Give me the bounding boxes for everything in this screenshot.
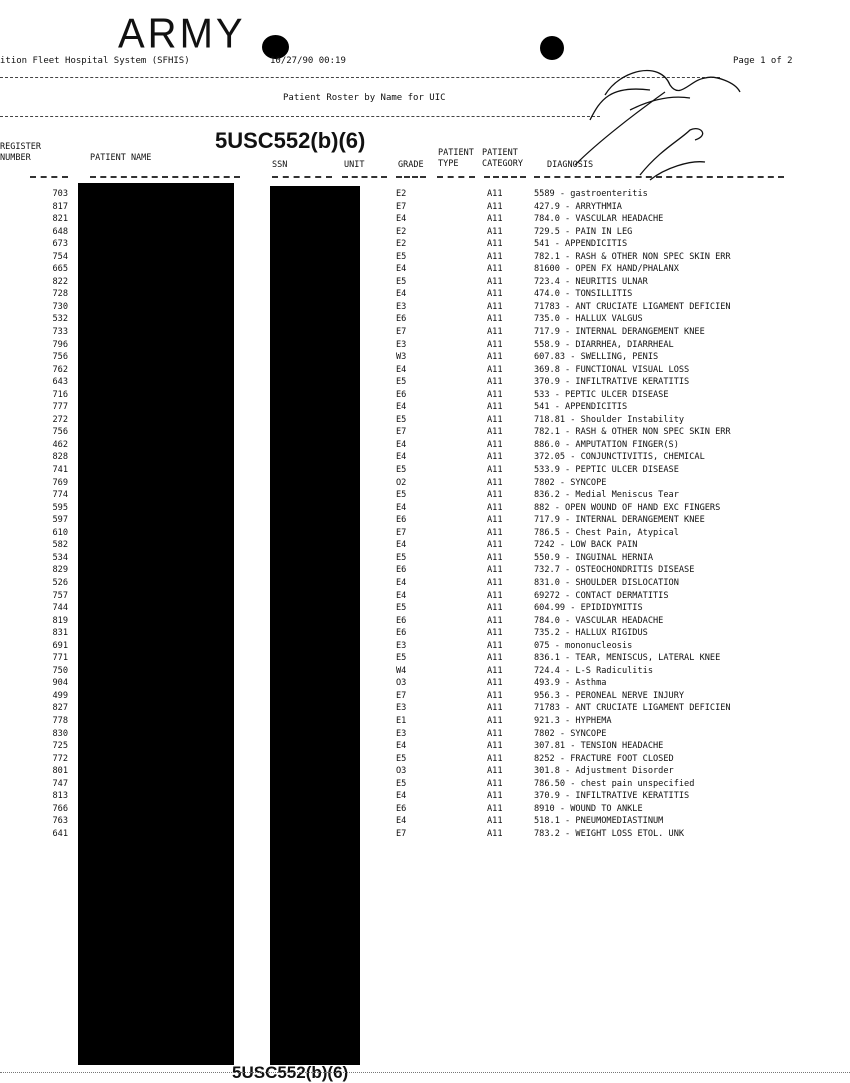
table-row: [0, 539, 850, 552]
register-number: 641: [52, 828, 68, 839]
table-row: [0, 351, 850, 364]
category-cell: A11: [487, 778, 503, 789]
table-row: [0, 326, 850, 339]
grade-cell: W3: [396, 352, 407, 363]
header-divider-mid: [0, 116, 600, 117]
underline-diagnosis: [534, 176, 784, 178]
category-cell: A11: [487, 628, 503, 639]
register-number: 750: [52, 665, 68, 676]
register-number: 813: [52, 791, 68, 802]
table-row: [0, 288, 850, 301]
table-row: [0, 376, 850, 389]
register-number: 728: [52, 289, 68, 300]
table-row: [0, 263, 850, 276]
diagnosis-cell: 493.9 - Asthma: [534, 678, 607, 689]
grade-cell: E6: [396, 515, 407, 526]
category-cell: A11: [487, 816, 503, 827]
category-cell: A11: [487, 603, 503, 614]
category-cell: A11: [487, 653, 503, 664]
diagnosis-cell: 784.0 - VASCULAR HEADACHE: [534, 214, 664, 225]
register-number: 796: [52, 339, 68, 350]
exemption-stamp-bottom: 5USC552(b)(6): [232, 1063, 349, 1082]
register-number: 762: [52, 364, 68, 375]
underline-unit: [342, 176, 387, 178]
table-row: [0, 451, 850, 464]
diagnosis-cell: 474.0 - TONSILLITIS: [534, 289, 633, 300]
diagnosis-cell: 886.0 - AMPUTATION FINGER(S): [534, 439, 679, 450]
register-number: 534: [52, 552, 68, 563]
grade-cell: E4: [396, 816, 407, 827]
grade-cell: E3: [396, 703, 407, 714]
table-row: [0, 652, 850, 665]
category-cell: A11: [487, 339, 503, 350]
category-cell: A11: [487, 427, 503, 438]
grade-cell: E1: [396, 715, 407, 726]
category-cell: A11: [487, 615, 503, 626]
diagnosis-cell: 786.5 - Chest Pain, Atypical: [534, 527, 679, 538]
table-row: [0, 665, 850, 678]
register-number: 691: [52, 640, 68, 651]
table-row: [0, 640, 850, 653]
table-row: [0, 615, 850, 628]
col-register: [0, 142, 41, 164]
register-number: 462: [52, 439, 68, 450]
table-row: [0, 251, 850, 264]
category-cell: A11: [487, 327, 503, 338]
grade-cell: E3: [396, 301, 407, 312]
category-cell: A11: [487, 678, 503, 689]
table-row: [0, 502, 850, 515]
diagnosis-cell: 956.3 - PERONEAL NERVE INJURY: [534, 690, 685, 701]
diagnosis-cell: 836.2 - Medial Meniscus Tear: [534, 490, 679, 501]
diagnosis-cell: 717.9 - INTERNAL DERANGEMENT KNEE: [534, 327, 705, 338]
register-number: 716: [52, 389, 68, 400]
diagnosis-cell: 921.3 - HYPHEMA: [534, 715, 612, 726]
diagnosis-cell: 301.8 - Adjustment Disorder: [534, 766, 674, 777]
table-row: [0, 313, 850, 326]
grade-cell: E5: [396, 653, 407, 664]
register-number: 774: [52, 490, 68, 501]
register-number: 643: [52, 377, 68, 388]
diagnosis-cell: 8252 - FRACTURE FOOT CLOSED: [534, 753, 674, 764]
diagnosis-cell: 735.0 - HALLUX VALGUS: [534, 314, 643, 325]
register-number: 744: [52, 603, 68, 614]
underline-category: [484, 176, 526, 178]
diagnosis-cell: 7802 - SYNCOPE: [534, 477, 607, 488]
diagnosis-cell: 533.9 - PEPTIC ULCER DISEASE: [534, 465, 679, 476]
register-number: 831: [52, 628, 68, 639]
grade-cell: E5: [396, 552, 407, 563]
register-number: 532: [52, 314, 68, 325]
category-cell: A11: [487, 490, 503, 501]
diagnosis-cell: 718.81 - Shoulder Instability: [534, 414, 685, 425]
diagnosis-cell: 81600 - OPEN FX HAND/PHALANX: [534, 264, 679, 275]
ink-blot-right: [540, 36, 564, 60]
table-row: [0, 364, 850, 377]
grade-cell: E4: [396, 214, 407, 225]
grade-cell: E5: [396, 753, 407, 764]
grade-cell: E5: [396, 377, 407, 388]
diagnosis-cell: 307.81 - TENSION HEADACHE: [534, 741, 664, 752]
grade-cell: E6: [396, 314, 407, 325]
diagnosis-cell: 7802 - SYNCOPE: [534, 728, 607, 739]
table-row: [0, 389, 850, 402]
category-cell: A11: [487, 828, 503, 839]
register-number: 725: [52, 741, 68, 752]
register-number: 733: [52, 327, 68, 338]
diagnosis-cell: 782.1 - RASH & OTHER NON SPEC SKIN ERR: [534, 427, 731, 438]
grade-cell: E4: [396, 439, 407, 450]
grade-cell: W4: [396, 665, 407, 676]
grade-cell: E5: [396, 251, 407, 262]
register-number: 819: [52, 615, 68, 626]
col-register-line1: REGISTER: [0, 142, 41, 152]
category-cell: A11: [487, 728, 503, 739]
col-patient-type: [438, 148, 474, 170]
grade-cell: E7: [396, 201, 407, 212]
table-row: [0, 339, 850, 352]
diagnosis-cell: 732.7 - OSTEOCHONDRITIS DISEASE: [534, 565, 695, 576]
category-cell: A11: [487, 527, 503, 538]
table-row: [0, 815, 850, 828]
table-row: [0, 301, 850, 314]
diagnosis-cell: 836.1 - TEAR, MENISCUS, LATERAL KNEE: [534, 653, 721, 664]
grade-cell: E3: [396, 728, 407, 739]
category-cell: A11: [487, 251, 503, 262]
diagnosis-cell: 8910 - WOUND TO ANKLE: [534, 803, 643, 814]
category-cell: A11: [487, 414, 503, 425]
category-cell: A11: [487, 389, 503, 400]
diagnosis-cell: 717.9 - INTERNAL DERANGEMENT KNEE: [534, 515, 705, 526]
category-cell: A11: [487, 189, 503, 199]
grade-cell: E7: [396, 527, 407, 538]
grade-cell: E5: [396, 603, 407, 614]
table-row: [0, 778, 850, 791]
diagnosis-cell: 729.5 - PAIN IN LEG: [534, 226, 633, 237]
register-number: 610: [52, 527, 68, 538]
diagnosis-cell: 831.0 - SHOULDER DISLOCATION: [534, 577, 679, 588]
grade-cell: E4: [396, 577, 407, 588]
table-row: [0, 715, 850, 728]
grade-cell: E4: [396, 364, 407, 375]
category-cell: A11: [487, 766, 503, 777]
register-number: 730: [52, 301, 68, 312]
register-number: 822: [52, 276, 68, 287]
col-patient-type-line2: TYPE: [438, 159, 459, 169]
table-row: [0, 677, 850, 690]
handwritten-army-title: ARMY: [118, 10, 246, 58]
register-number: 817: [52, 201, 68, 212]
table-row: [0, 414, 850, 427]
underline-register: [30, 176, 68, 178]
category-cell: A11: [487, 264, 503, 275]
table-row: [0, 627, 850, 640]
table-row: [0, 213, 850, 226]
diagnosis-cell: 370.9 - INFILTRATIVE KERATITIS: [534, 377, 690, 388]
register-number: 673: [52, 239, 68, 250]
diagnosis-cell: 786.50 - chest pain unspecified: [534, 778, 695, 789]
col-patient-name: PATIENT NAME: [90, 153, 152, 163]
register-number: 741: [52, 465, 68, 476]
grade-cell: E7: [396, 427, 407, 438]
col-patient-category-line2: CATEGORY: [482, 159, 523, 169]
diagnosis-cell: 372.05 - CONJUNCTIVITIS, CHEMICAL: [534, 452, 705, 463]
register-number: 801: [52, 766, 68, 777]
grade-cell: E6: [396, 389, 407, 400]
register-number: 595: [52, 502, 68, 513]
register-number: 703: [52, 189, 68, 199]
category-cell: A11: [487, 477, 503, 488]
table-row: [0, 439, 850, 452]
category-cell: A11: [487, 301, 503, 312]
diagnosis-cell: 783.2 - WEIGHT LOSS ETOL. UNK: [534, 828, 685, 839]
table-row: [0, 464, 850, 477]
grade-cell: E3: [396, 640, 407, 651]
underline-type: [437, 176, 475, 178]
grade-cell: E5: [396, 490, 407, 501]
footer-dotted-line: [0, 1072, 850, 1073]
category-cell: A11: [487, 690, 503, 701]
print-datetime: 10/27/90 00:19: [270, 56, 346, 66]
category-cell: A11: [487, 540, 503, 551]
table-row: [0, 803, 850, 816]
diagnosis-cell: 370.9 - INFILTRATIVE KERATITIS: [534, 791, 690, 802]
table-row: [0, 188, 850, 201]
underline-grade: [396, 176, 426, 178]
category-cell: A11: [487, 565, 503, 576]
table-row: [0, 201, 850, 214]
category-cell: A11: [487, 741, 503, 752]
col-patient-category-line1: PATIENT: [482, 148, 518, 158]
grade-cell: E6: [396, 803, 407, 814]
grade-cell: E7: [396, 327, 407, 338]
register-number: 766: [52, 803, 68, 814]
col-patient-category: [482, 148, 523, 170]
grade-cell: E4: [396, 741, 407, 752]
register-number: 821: [52, 214, 68, 225]
register-number: 756: [52, 427, 68, 438]
col-grade: GRADE: [398, 160, 424, 170]
register-number: 757: [52, 590, 68, 601]
diagnosis-cell: 369.8 - FUNCTIONAL VISUAL LOSS: [534, 364, 690, 375]
category-cell: A11: [487, 314, 503, 325]
table-row: [0, 477, 850, 490]
register-number: 597: [52, 515, 68, 526]
table-row: [0, 702, 850, 715]
diagnosis-cell: 71783 - ANT CRUCIATE LIGAMENT DEFICIEN: [534, 703, 731, 714]
col-unit: UNIT: [344, 160, 365, 170]
category-cell: A11: [487, 201, 503, 212]
diagnosis-cell: 533 - PEPTIC ULCER DISEASE: [534, 389, 669, 400]
grade-cell: E2: [396, 239, 407, 250]
grade-cell: O3: [396, 678, 407, 689]
register-number: 763: [52, 816, 68, 827]
diagnosis-cell: 607.83 - SWELLING, PENIS: [534, 352, 659, 363]
diagnosis-cell: 7242 - LOW BACK PAIN: [534, 540, 638, 551]
grade-cell: E6: [396, 628, 407, 639]
diagnosis-cell: 550.9 - INGUINAL HERNIA: [534, 552, 653, 563]
grade-cell: E5: [396, 414, 407, 425]
grade-cell: E4: [396, 590, 407, 601]
register-number: 772: [52, 753, 68, 764]
table-row: [0, 527, 850, 540]
register-number: 904: [52, 678, 68, 689]
register-number: 769: [52, 477, 68, 488]
exemption-stamp-top: 5USC552(b)(6): [215, 128, 366, 153]
category-cell: A11: [487, 439, 503, 450]
category-cell: A11: [487, 803, 503, 814]
diagnosis-cell: 723.4 - NEURITIS ULNAR: [534, 276, 648, 287]
category-cell: A11: [487, 552, 503, 563]
underline-name: [90, 176, 240, 178]
register-number: 526: [52, 577, 68, 588]
category-cell: A11: [487, 665, 503, 676]
register-number: 665: [52, 264, 68, 275]
grade-cell: E4: [396, 791, 407, 802]
grade-cell: E5: [396, 778, 407, 789]
diagnosis-cell: 71783 - ANT CRUCIATE LIGAMENT DEFICIEN: [534, 301, 731, 312]
category-cell: A11: [487, 214, 503, 225]
grade-cell: E5: [396, 276, 407, 287]
diagnosis-cell: 782.1 - RASH & OTHER NON SPEC SKIN ERR: [534, 251, 731, 262]
table-row: [0, 552, 850, 565]
category-cell: A11: [487, 577, 503, 588]
grade-cell: E4: [396, 289, 407, 300]
grade-cell: E4: [396, 264, 407, 275]
diagnosis-cell: 427.9 - ARRYTHMIA: [534, 201, 622, 212]
diagnosis-cell: 735.2 - HALLUX RIGIDUS: [534, 628, 648, 639]
table-row: [0, 276, 850, 289]
table-row: [0, 690, 850, 703]
category-cell: A11: [487, 352, 503, 363]
category-cell: A11: [487, 452, 503, 463]
roster-table: [0, 188, 850, 840]
diagnosis-cell: 882 - OPEN WOUND OF HAND EXC FINGERS: [534, 502, 721, 513]
table-row: [0, 564, 850, 577]
table-row: [0, 765, 850, 778]
diagnosis-cell: 604.99 - EPIDIDYMITIS: [534, 603, 643, 614]
register-number: 272: [52, 414, 68, 425]
register-number: 828: [52, 452, 68, 463]
header-divider-top: [0, 77, 720, 78]
col-diagnosis: DIAGNOSIS: [547, 160, 594, 170]
diagnosis-cell: 69272 - CONTACT DERMATITIS: [534, 590, 669, 601]
col-ssn: SSN: [272, 160, 288, 170]
table-row: [0, 602, 850, 615]
register-number: 771: [52, 653, 68, 664]
category-cell: A11: [487, 226, 503, 237]
table-row: [0, 514, 850, 527]
grade-cell: O2: [396, 477, 407, 488]
diagnosis-cell: 784.0 - VASCULAR HEADACHE: [534, 615, 664, 626]
table-row: [0, 426, 850, 439]
diagnosis-cell: 558.9 - DIARRHEA, DIARRHEAL: [534, 339, 674, 350]
register-number: 747: [52, 778, 68, 789]
grade-cell: E6: [396, 565, 407, 576]
grade-cell: E4: [396, 540, 407, 551]
grade-cell: E2: [396, 189, 407, 199]
category-cell: A11: [487, 364, 503, 375]
table-row: [0, 238, 850, 251]
grade-cell: E6: [396, 615, 407, 626]
table-row: [0, 590, 850, 603]
grade-cell: E3: [396, 339, 407, 350]
register-number: 777: [52, 402, 68, 413]
system-name: ition Fleet Hospital System (SFHIS): [0, 56, 190, 66]
category-cell: A11: [487, 289, 503, 300]
table-row: [0, 577, 850, 590]
diagnosis-cell: 075 - mononucleosis: [534, 640, 633, 651]
category-cell: A11: [487, 715, 503, 726]
col-patient-type-line1: PATIENT: [438, 148, 474, 158]
register-number: 648: [52, 226, 68, 237]
report-title: Patient Roster by Name for UIC: [283, 93, 446, 103]
category-cell: A11: [487, 753, 503, 764]
category-cell: A11: [487, 402, 503, 413]
grade-cell: O3: [396, 766, 407, 777]
grade-cell: E2: [396, 226, 407, 237]
diagnosis-cell: 724.4 - L-S Radiculitis: [534, 665, 653, 676]
category-cell: A11: [487, 590, 503, 601]
diagnosis-cell: 518.1 - PNEUMOMEDIASTINUM: [534, 816, 664, 827]
grade-cell: E4: [396, 502, 407, 513]
grade-cell: E4: [396, 402, 407, 413]
diagnosis-cell: 541 - APPENDICITIS: [534, 402, 628, 413]
table-row: [0, 401, 850, 414]
table-row: [0, 489, 850, 502]
table-row: [0, 790, 850, 803]
register-number: 756: [52, 352, 68, 363]
category-cell: A11: [487, 465, 503, 476]
grade-cell: E7: [396, 828, 407, 839]
grade-cell: E4: [396, 452, 407, 463]
category-cell: A11: [487, 791, 503, 802]
page-label: Page 1 of 2: [733, 56, 793, 66]
table-row: [0, 226, 850, 239]
category-cell: A11: [487, 502, 503, 513]
underline-ssn: [272, 176, 332, 178]
register-number: 582: [52, 540, 68, 551]
col-register-line2: NUMBER: [0, 153, 31, 163]
register-number: 827: [52, 703, 68, 714]
table-row: [0, 728, 850, 741]
category-cell: A11: [487, 276, 503, 287]
table-row: [0, 740, 850, 753]
register-number: 754: [52, 251, 68, 262]
category-cell: A11: [487, 515, 503, 526]
table-row: [0, 753, 850, 766]
category-cell: A11: [487, 239, 503, 250]
register-number: 829: [52, 565, 68, 576]
category-cell: A11: [487, 703, 503, 714]
table-row: [0, 828, 850, 841]
category-cell: A11: [487, 377, 503, 388]
diagnosis-cell: 541 - APPENDICITIS: [534, 239, 628, 250]
register-number: 778: [52, 715, 68, 726]
register-number: 499: [52, 690, 68, 701]
category-cell: A11: [487, 640, 503, 651]
register-number: 830: [52, 728, 68, 739]
grade-cell: E5: [396, 465, 407, 476]
grade-cell: E7: [396, 690, 407, 701]
diagnosis-cell: 5589 - gastroenteritis: [534, 189, 648, 199]
